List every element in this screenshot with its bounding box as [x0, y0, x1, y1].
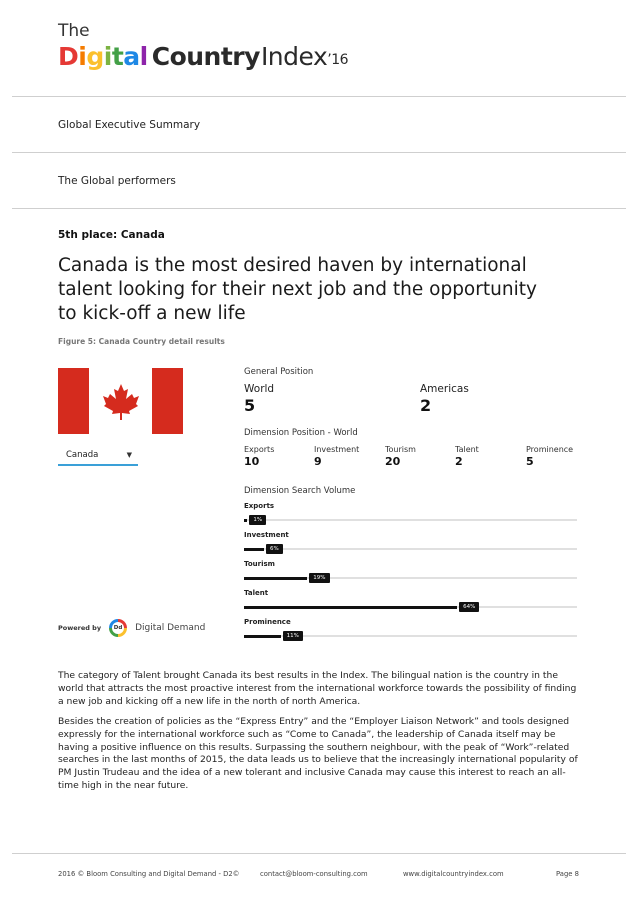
- flag-band-right: [152, 368, 183, 434]
- chevron-down-icon: ▼: [126, 451, 132, 459]
- dimension-position-title: Dimension Position - World: [244, 428, 358, 438]
- footer-email[interactable]: contact@bloom-consulting.com: [260, 870, 368, 878]
- logo-letter: i: [78, 42, 87, 71]
- logo-letter: D: [58, 42, 79, 71]
- flag-center: [89, 368, 152, 434]
- canada-flag: [58, 368, 183, 434]
- sv-label: Prominence: [244, 618, 291, 626]
- headline: Canada is the most desired haven by international talent looking for their next job and the opportunity to kick-off a new life: [58, 255, 537, 324]
- flag-band-left: [58, 368, 89, 434]
- footer-page-number: Page 8: [556, 870, 579, 878]
- section-summary: Global Executive Summary: [58, 119, 201, 131]
- gp-world-label: World: [244, 383, 275, 395]
- digital-demand-logo-icon: [109, 619, 127, 637]
- section-performers: The Global performers: [58, 175, 176, 187]
- gp-americas-value: 2: [420, 396, 432, 415]
- dp-tourism-value: 20: [385, 455, 401, 468]
- logo-letter: g: [86, 42, 104, 71]
- logo-letter: a: [123, 42, 140, 71]
- gp-americas-label: Americas: [420, 383, 469, 395]
- dp-exports-label: Exports: [244, 445, 275, 454]
- footer-copyright: 2016 © Bloom Consulting and Digital Demand - D2©: [58, 870, 240, 878]
- divider: [12, 152, 626, 153]
- paragraph: Besides the creation of policies as the “Express Entry” and the “Employer Liaison Network” and tools designed expressly for the international workforce such as “Come to Canada”, the leadership of Canada itself may be having a positive influence on this results. Surpassing the southern neighbour, with the peak of “Work”-related searches in the last months of 2015, the data leads us to believe that the increasingly international popularity of PM Justin Trudeau and the idea of a new tolerant and inclusive Canada may cause this interest to reach an all-time high in the near future.: [58, 716, 578, 791]
- dp-prominence-label: Prominence: [526, 445, 574, 454]
- gp-world-value: 5: [244, 396, 256, 415]
- sv-badge: 11%: [283, 631, 303, 641]
- dp-exports-value: 10: [244, 455, 260, 468]
- logo-letter: l: [139, 42, 148, 71]
- provider-logo-text: Dd: [112, 622, 124, 634]
- country-select-value: Canada: [66, 450, 99, 460]
- logo-year: ’16: [327, 52, 349, 68]
- figure-caption: Figure 5: Canada Country detail results: [58, 337, 225, 346]
- sv-badge: 19%: [309, 573, 329, 583]
- logo-the: The: [58, 21, 90, 41]
- sv-badge: 6%: [266, 544, 283, 554]
- logo-country: Country: [151, 42, 260, 71]
- sv-bar: [244, 577, 307, 580]
- dp-prominence-value: 5: [526, 455, 534, 468]
- divider: [12, 208, 626, 209]
- sv-track: [244, 548, 577, 550]
- dp-investment-label: Investment: [314, 445, 360, 454]
- dp-tourism-label: Tourism: [385, 445, 416, 454]
- general-position-title: General Position: [244, 367, 314, 377]
- powered-by-label: Powered by: [58, 624, 102, 632]
- sv-bar: [244, 519, 247, 522]
- paragraph: The category of Talent brought Canada its best results in the Index. The bilingual nation is the country in the world that attracts the most proactive interest from the international workforce towards the possibility of finding a new job and kicking off a new life in the north of north America.: [58, 670, 577, 707]
- provider-name: Digital Demand: [135, 623, 206, 633]
- divider: [12, 96, 626, 97]
- sv-label: Tourism: [244, 560, 275, 568]
- sv-label: Exports: [244, 502, 275, 510]
- sv-bar: [244, 606, 457, 609]
- place-heading: 5th place: Canada: [58, 229, 165, 241]
- sv-label: Talent: [244, 589, 269, 597]
- dp-investment-value: 9: [314, 455, 322, 468]
- sv-badge: 1%: [249, 515, 266, 525]
- dp-talent-label: Talent: [455, 445, 479, 454]
- sv-bar: [244, 548, 264, 551]
- footer-website[interactable]: www.digitalcountryindex.com: [403, 870, 504, 878]
- logo-digital: [58, 42, 148, 71]
- sv-badge: 64%: [459, 602, 479, 612]
- sv-label: Investment: [244, 531, 289, 539]
- site-logo: [58, 42, 348, 71]
- logo-letter: i: [103, 42, 112, 71]
- search-volume-title: Dimension Search Volume: [244, 486, 356, 496]
- logo-index: Index: [260, 42, 328, 71]
- country-select[interactable]: [58, 446, 138, 466]
- sv-track: [244, 519, 577, 521]
- logo-letter: t: [111, 42, 124, 71]
- dp-talent-value: 2: [455, 455, 463, 468]
- maple-leaf-icon: [101, 381, 141, 421]
- powered-by: [58, 618, 205, 638]
- sv-bar: [244, 635, 281, 638]
- divider: [12, 853, 626, 854]
